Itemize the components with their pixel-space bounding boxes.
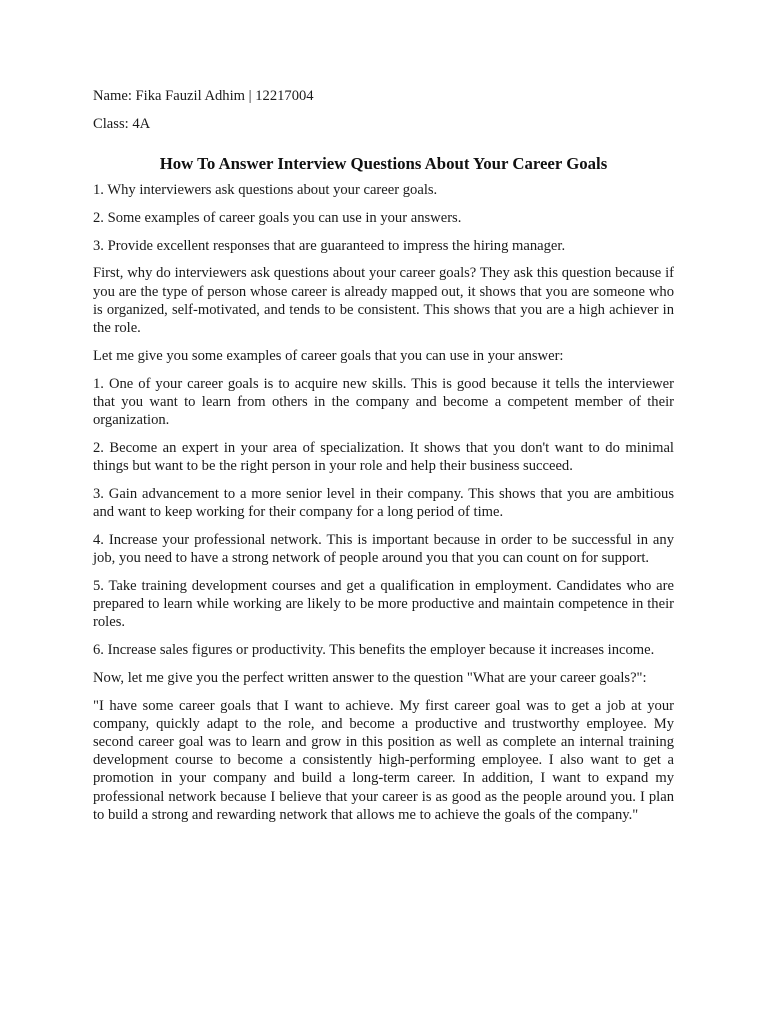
intro-paragraph: First, why do interviewers ask questions about your career goals? They ask this question because if you are the type of person whose career is already mapped out, it shows that you are someone who is organized, self-motivated, and tends to be consistent. This shows that you are a high achiever in the role. [93,265,674,336]
class-label: Class: 4A [93,115,151,132]
example-item: 4. Increase your professional network. This is important because in order to be successful in any job, you need to have a strong network of people around you that you can count on for support. [93,531,674,566]
answer-lead: Now, let me give you the perfect written answer to the question "What are your career goals?": [93,669,647,686]
student-name: Name: Fika Fauzil Adhim | 12217004 [93,88,314,104]
example-item: 1. One of your career goals is to acquire new skills. This is good because it tells the interviewer that you want to learn from others in the company and become a competent member of their organization. [93,375,674,428]
sample-answer: "I have some career goals that I want to achieve. My first career goal was to get a job at your company, quickly adapt to the role, and become a productive and trustworthy employee. My second career goal was to learn and grow in this position as well as complete an internal training development course to become a consistently high-performing employee. I also want to get a promotion in your company and build a long-term career. In addition, I want to expand my professional network because I believe that your career is as good as the people around you. I plan to build a strong and rewarding network that allows me to achieve the goals of the company." [93,697,674,823]
examples-lead: Let me give you some examples of career goals that you can use in your answer: [93,347,564,364]
document-page [93,87,674,834]
example-item: 3. Gain advancement to a more senior level in their company. This shows that you are ambitious and want to keep working for their company for a long period of time. [93,485,674,520]
outline-item: 2. Some examples of career goals you can use in your answers. [93,209,462,226]
example-item: 6. Increase sales figures or productivity. This benefits the employer because it increases income. [93,642,655,658]
example-item: 5. Take training development courses and get a qualification in employment. Candidates who are prepared to learn while working are likely to be more productive and maintain competence in their roles. [93,577,674,631]
outline-item: 1. Why interviewers ask questions about your career goals. [93,182,438,198]
example-item: 2. Become an expert in your area of specialization. It shows that you don't want to do minimal things but want to be the right person in your role and help their business succeed. [93,439,674,474]
document-title: How To Answer Interview Questions About Your Career Goals [159,154,608,173]
outline-item: 3. Provide excellent responses that are guaranteed to impress the hiring manager. [93,237,566,254]
